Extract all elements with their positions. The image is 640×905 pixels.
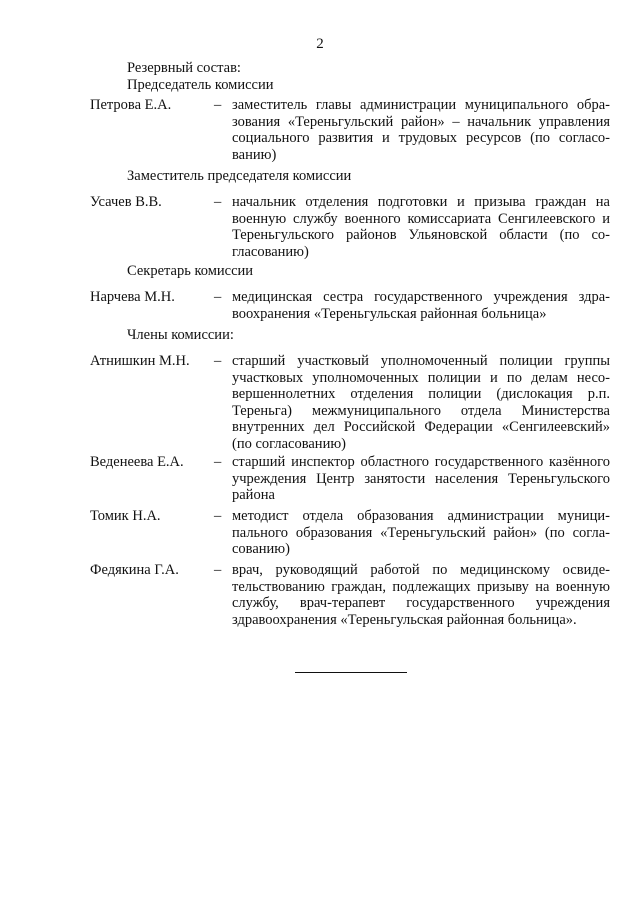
deputy-heading: Заместитель председателя комиссии — [127, 168, 352, 184]
member-entry — [90, 454, 610, 504]
member-description: начальник отделения подготовки и призыва граждан на военную службу военного комиссариата Сенгилеевского и Тереньгульского районов Ульяновской области (по согласованию) — [232, 194, 610, 260]
member-entry — [90, 508, 610, 558]
chair-heading: Председатель комиссии — [127, 77, 274, 93]
member-entry — [90, 353, 610, 453]
secretary-heading: Секретарь комиссии — [127, 263, 254, 279]
secretary-entry — [90, 289, 610, 322]
member-description: медицинская сестра государственного учреждения здравоохранения «Тереньгульская районная больница» — [232, 289, 610, 322]
member-name: Атнишкин М.Н. — [90, 353, 190, 369]
member-name: Нарчева М.Н. — [90, 289, 175, 305]
member-name: Петрова Е.А. — [90, 97, 172, 113]
dash-separator: – — [214, 454, 222, 470]
chair-entry — [90, 97, 610, 163]
reserve-title: Резервный состав: — [127, 60, 241, 76]
member-name: Усачев В.В. — [90, 194, 162, 210]
deputy-entry — [90, 194, 610, 260]
member-name: Федякина Г.А. — [90, 562, 179, 578]
member-name: Веденеева Е.А. — [90, 454, 184, 470]
member-description: методист отдела образования администрации муниципального образования «Тереньгульский район» (по согласованию) — [232, 508, 610, 558]
dash-separator: – — [214, 508, 222, 524]
member-entry — [90, 562, 610, 628]
member-description: старший участковый уполномоченный полиции группы участковых уполномоченных полиции и по делам несовершеннолетних отделения полиции (дислокация р.п. Тереньга) межмуниципального отдела Министерства внутренних дел Российской Федерации «Сенгилеевский» (по согласованию) — [232, 353, 610, 452]
dash-separator: – — [214, 97, 222, 113]
member-name: Томик Н.А. — [90, 508, 161, 524]
members-heading: Члены комиссии: — [127, 327, 234, 343]
reserve-composition-heading — [127, 60, 274, 94]
member-description: врач, руководящий работой по медицинскому освидетельствованию граждан, подлежащих призыву на военную службу, врач-терапевт государственного учреждения здравоохранения «Тереньгульская районная больница». — [232, 562, 610, 628]
member-description: старший инспектор областного государственного казённого учреждения Центр занятости населения Тереньгульского района — [232, 454, 610, 504]
member-description: заместитель главы администрации муниципального образования «Тереньгульский район» – начальник управления социального развития и трудовых ресурсов (по согласованию) — [232, 97, 610, 163]
dash-separator: – — [214, 562, 222, 578]
dash-separator: – — [214, 194, 222, 210]
page-number: 2 — [316, 36, 324, 52]
end-of-list-rule — [295, 672, 407, 673]
dash-separator: – — [214, 289, 222, 305]
dash-separator: – — [214, 353, 222, 369]
